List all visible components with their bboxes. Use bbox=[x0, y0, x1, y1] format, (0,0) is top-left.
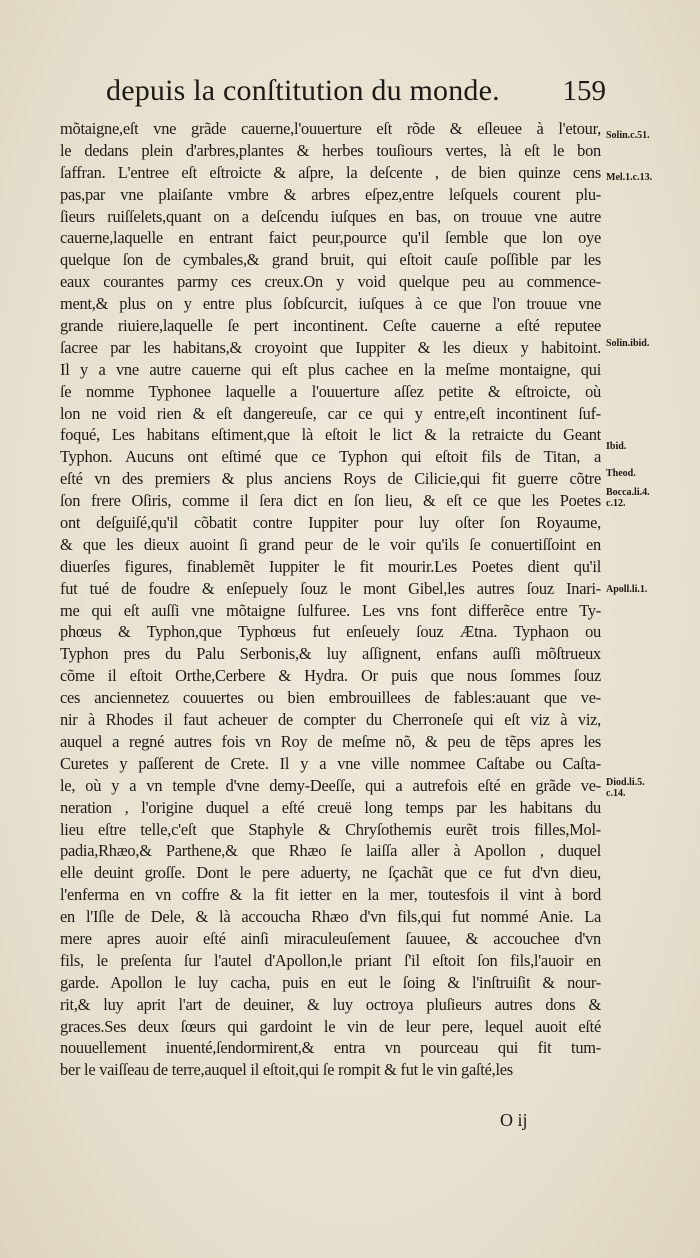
text-line: auquel a regné autres fois vn Roy de meſme nõ, & peu de tẽps apres les bbox=[60, 731, 601, 751]
text-line: ſaffran. L'entree eſt eſtroicte & aſpre, la deſcente , de bien quinze cens bbox=[60, 162, 601, 182]
margin-note bbox=[606, 441, 626, 452]
margin-note-line: c.12. bbox=[606, 498, 626, 509]
margin-note bbox=[606, 584, 647, 595]
text-line: lon ne void rien & eſt dangereuſe, car ce qui y entre,eſt incontinent ſuf- bbox=[60, 403, 601, 423]
text-line: mõtaigne,eſt vne grãde cauerne,l'ouuerture eſt rõde & eſleuee à l'etour, bbox=[60, 119, 601, 138]
text-line: neration , l'origine duquel a eſté creuë long temps par les habitans du bbox=[60, 797, 601, 817]
page-header bbox=[106, 74, 606, 108]
margin-note-line: Theod. bbox=[606, 468, 636, 479]
text-line: diuerſes figures, finablemẽt Iuppiter le fit mourir.Les Poetes dient qu'il bbox=[60, 556, 601, 576]
margin-note bbox=[606, 487, 650, 509]
text-line: le, où y a vn temple d'vne demy-Deeſſe, qui a autrefois eſté en grãde ve- bbox=[60, 775, 601, 795]
margin-note bbox=[606, 468, 636, 479]
text-line: Curetes y paſſerent de Crete. Il y a vne ville nommee Caſtabe ou Caſta- bbox=[60, 753, 601, 773]
margin-note-line: Solin.c.51. bbox=[606, 130, 650, 141]
text-line: ber le vaiſſeau de terre,auquel il eſtoit,qui ſe rompit & fut le vin gaſté,les bbox=[60, 1060, 513, 1080]
text-line: ces anciennetez couuertes ou bien embrouillees de fables:auant que ve- bbox=[60, 688, 601, 708]
margin-note-line: Solin.ibid. bbox=[606, 338, 650, 349]
text-line: me qui eſt auſſi vne mõtaigne ſulfuree. Les vns font differẽce entre Ty- bbox=[60, 600, 601, 620]
text-line: lieu eſtre telle,c'eſt que Staphyle & Chryſothemis eurẽt trois filles,Mol- bbox=[60, 819, 601, 839]
text-line: garde. Apollon le luy cacha, puis en eut le ſoing & l'inſtruiſit & nour- bbox=[60, 972, 601, 992]
catchword: O ij bbox=[500, 1110, 528, 1130]
text-line: Typhon pres du Palu Serbonis,& luy aſſignent, enfans auſſi mõſtrueux bbox=[60, 644, 601, 664]
text-line: graces.Ses deux ſœurs qui gardoint le vin de leur pere, lequel auoit eſté bbox=[60, 1016, 601, 1036]
margin-note bbox=[606, 777, 645, 799]
text-line: cõme il eſtoit Orthe,Cerbere & Hydra. Or puis que nous ſommes ſouz bbox=[60, 666, 601, 686]
text-line: en l'Iſle de Dele, & là accoucha Rhæo d'vn fils,qui fut nommé Anie. La bbox=[60, 907, 601, 927]
text-line: fils, le preſenta ſur l'autel d'Apollon,le priant ſ'il eſtoit ſon fils,l'auoir en bbox=[60, 950, 601, 970]
text-line: ont deſguiſé,qu'il cõbatit contre Iuppiter pour luy oſter ſon Royaume, bbox=[60, 513, 601, 533]
text-line: foqué, Les habitans eſtiment,que là eſtoit le lict & la retraicte du Geant bbox=[60, 425, 601, 445]
text-line: elle deuint groſſe. Dont le pere aduerty, ne ſçachãt que ce fut d'vn dieu, bbox=[60, 863, 601, 883]
text-line: ſacree par les habitans,& croyoint que Iuppiter & les dieux y habitoint. bbox=[60, 337, 601, 357]
text-line: phœus & Typhon,que Typhœus fut enſeuely ſouz Ætna. Typhaon ou bbox=[60, 622, 601, 642]
text-line: pas,par vne plaiſante vmbre & arbres eſpez,entre leſquels courent plu- bbox=[60, 184, 601, 204]
margin-note-line: Mel.1.c.13. bbox=[606, 172, 653, 183]
text-line: fut tué de foudre & enſepuely ſouz le mont Gibel,les autres ſouz Inari- bbox=[60, 578, 601, 598]
page-number: 159 bbox=[562, 75, 606, 107]
margin-note-line: Diod.li.5. bbox=[606, 777, 645, 788]
running-title: depuis la conſtitution du monde. bbox=[106, 74, 500, 107]
text-line: l'enferma en vn coffre & la fit ietter en la mer, toutesfois il vint à bord bbox=[60, 885, 601, 905]
margin-note bbox=[606, 172, 652, 183]
text-line: & que les dieux auoint ſi grand peur de le voir qu'ils ſe conuertiſſoint en bbox=[60, 534, 601, 554]
margin-note-line: Bocca.li.4. bbox=[606, 487, 650, 498]
text-line: padia,Rhæo,& Parthene,& que Rhæo ſe laiſſa aller à Apollon , duquel bbox=[60, 841, 601, 861]
text-line: nouuellement inuenté,ſendormirent,& entra vn pourceau qui fit tum- bbox=[60, 1038, 601, 1058]
text-line: Il y a vne autre cauerne qui eſt plus cachee en la meſme montaigne, qui bbox=[60, 359, 601, 379]
text-line: le dedans plein d'arbres,plantes & herbes touſiours vertes, là eſt le bon bbox=[60, 140, 601, 160]
margin-note-line: Apoll.li.1. bbox=[606, 584, 648, 595]
text-line: Typhon. Aucuns ont eſtimé que ce Typhon qui eſtoit fils de Titan, a bbox=[60, 447, 601, 467]
text-line: ment,& plus on y entre plus ſobſcurcit, iuſques à ce que l'on trouue vne bbox=[60, 294, 601, 314]
text-line: eaux courantes parmy ces creux.On y void quelque peu au commence- bbox=[60, 272, 601, 292]
text-line: ſieurs ruiſſelets,quant on a deſcendu iuſques en bas, on trouue vne autre bbox=[60, 206, 601, 226]
margin-note bbox=[606, 338, 649, 349]
text-line: cauerne,laquelle en entrant faict peur,pource qu'il ſemble que lon oye bbox=[60, 228, 601, 248]
text-line: grande riuiere,laquelle ſe pert incontinent. Ceſte cauerne a eſté reputee bbox=[60, 316, 601, 336]
margin-note bbox=[606, 130, 650, 141]
text-line: mere apres auoir eſté ainſi miraculeuſement ſauuee, & accouchee d'vn bbox=[60, 928, 601, 948]
text-line: rit,& luy aprit l'art de deuiner, & luy octroya pluſieurs autres dons & bbox=[60, 994, 601, 1014]
text-line: nir à Rhodes il faut acheuer de compter du Cherroneſe qui eſt viz à viz, bbox=[60, 710, 601, 730]
margin-note-line: Ibid. bbox=[606, 441, 627, 452]
margin-note-line: c.14. bbox=[606, 788, 626, 799]
body-text bbox=[60, 118, 601, 1081]
text-line: ſe nomme Typhonee laquelle a l'ouuerture aſſez petite & eſtroicte, où bbox=[60, 381, 601, 401]
text-line: eſté vn des premiers & plus anciens Roys de Cilicie,qui fit guerre cõtre bbox=[60, 469, 601, 489]
text-line: ſon frere Oſiris, comme il ſera dict en ſon lieu, & eſt ce que les Poetes bbox=[60, 491, 601, 511]
text-line: quelque ſon de cymbales,& grand bruit, qui eſtoit cauſe poſſible par les bbox=[60, 250, 601, 270]
